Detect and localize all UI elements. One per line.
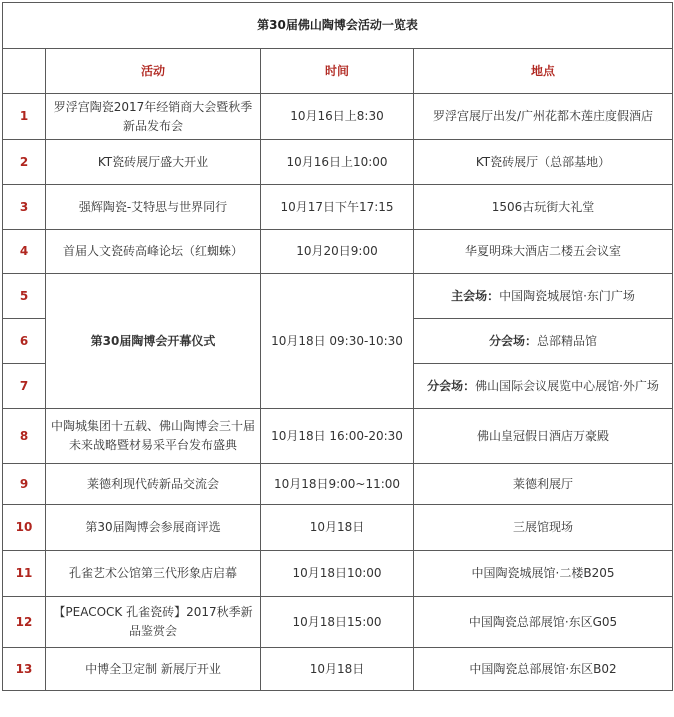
row-number: 6	[3, 319, 46, 364]
location-cell: 中国陶瓷总部展馆·东区G05	[414, 597, 673, 648]
row-number: 8	[3, 409, 46, 464]
activity-cell: KT瓷砖展厅盛大开业	[46, 140, 261, 185]
time-cell: 10月18日10:00	[261, 551, 414, 597]
location-cell: 1506古玩街大礼堂	[414, 185, 673, 230]
row-number: 11	[3, 551, 46, 597]
table-row	[3, 551, 673, 597]
row-number: 12	[3, 597, 46, 648]
table-row	[3, 230, 673, 274]
header-time: 时间	[261, 49, 414, 94]
header-row	[3, 49, 673, 94]
row-number: 4	[3, 230, 46, 274]
table-row	[3, 505, 673, 551]
location-cell: 罗浮宫展厅出发/广州花都木莲庄度假酒店	[414, 94, 673, 140]
location-cell	[414, 364, 673, 409]
merged-time-cell: 10月18日 09:30-10:30	[261, 274, 414, 409]
merged-activity-cell: 第30届陶博会开幕仪式	[46, 274, 261, 409]
location-cell	[414, 274, 673, 319]
time-cell: 10月18日15:00	[261, 597, 414, 648]
time-cell: 10月17日下午17:15	[261, 185, 414, 230]
location-cell: KT瓷砖展厅（总部基地）	[414, 140, 673, 185]
time-cell: 10月20日9:00	[261, 230, 414, 274]
venue-name: 佛山国际会议展览中心展馆·外广场	[475, 378, 659, 393]
row-number: 13	[3, 648, 46, 691]
table-row	[3, 597, 673, 648]
activity-cell: 中陶城集团十五载、佛山陶博会三十届未来战略暨材易采平台发布盛典	[46, 409, 261, 464]
table-row	[3, 274, 673, 319]
row-number: 5	[3, 274, 46, 319]
location-cell: 中国陶瓷城展馆·二楼B205	[414, 551, 673, 597]
row-number: 10	[3, 505, 46, 551]
venue-label: 分会场：	[488, 333, 537, 348]
row-number: 9	[3, 464, 46, 505]
time-cell: 10月18日9:00~11:00	[261, 464, 414, 505]
time-cell: 10月16日上8:30	[261, 94, 414, 140]
row-number: 2	[3, 140, 46, 185]
activity-cell: 首届人文瓷砖高峰论坛（红蜘蛛）	[46, 230, 261, 274]
row-number: 7	[3, 364, 46, 409]
venue-name: 总部精品馆	[537, 333, 598, 348]
venue-label: 主会场：	[451, 288, 500, 303]
location-cell	[414, 319, 673, 364]
row-number: 1	[3, 94, 46, 140]
header-number	[3, 49, 46, 94]
activity-cell: 孔雀艺术公馆第三代形象店启幕	[46, 551, 261, 597]
activity-cell: 中博全卫定制 新展厅开业	[46, 648, 261, 691]
header-activity: 活动	[46, 49, 261, 94]
time-cell: 10月18日	[261, 505, 414, 551]
location-cell: 华夏明珠大酒店二楼五会议室	[414, 230, 673, 274]
activity-cell: 【PEACOCK 孔雀瓷砖】2017秋季新品鉴赏会	[46, 597, 261, 648]
activity-cell: 罗浮宫陶瓷2017年经销商大会暨秋季新品发布会	[46, 94, 261, 140]
table-row	[3, 140, 673, 185]
activity-cell: 第30届陶博会参展商评选	[46, 505, 261, 551]
time-cell: 10月16日上10:00	[261, 140, 414, 185]
table-row	[3, 464, 673, 505]
table-row	[3, 409, 673, 464]
location-cell: 莱德利展厅	[414, 464, 673, 505]
venue-label: 分会场：	[427, 378, 476, 393]
table-row	[3, 648, 673, 691]
activity-cell: 强辉陶瓷-艾特思与世界同行	[46, 185, 261, 230]
activity-schedule-table	[2, 2, 673, 691]
table-title: 第30届佛山陶博会活动一览表	[3, 3, 673, 49]
location-cell: 中国陶瓷总部展馆·东区B02	[414, 648, 673, 691]
location-cell: 三展馆现场	[414, 505, 673, 551]
header-location: 地点	[414, 49, 673, 94]
location-cell: 佛山皇冠假日酒店万豪殿	[414, 409, 673, 464]
venue-name: 中国陶瓷城展馆·东门广场	[499, 288, 635, 303]
row-number: 3	[3, 185, 46, 230]
time-cell: 10月18日 16:00-20:30	[261, 409, 414, 464]
activity-cell: 莱德利现代砖新品交流会	[46, 464, 261, 505]
time-cell: 10月18日	[261, 648, 414, 691]
table-row	[3, 185, 673, 230]
table-row	[3, 94, 673, 140]
